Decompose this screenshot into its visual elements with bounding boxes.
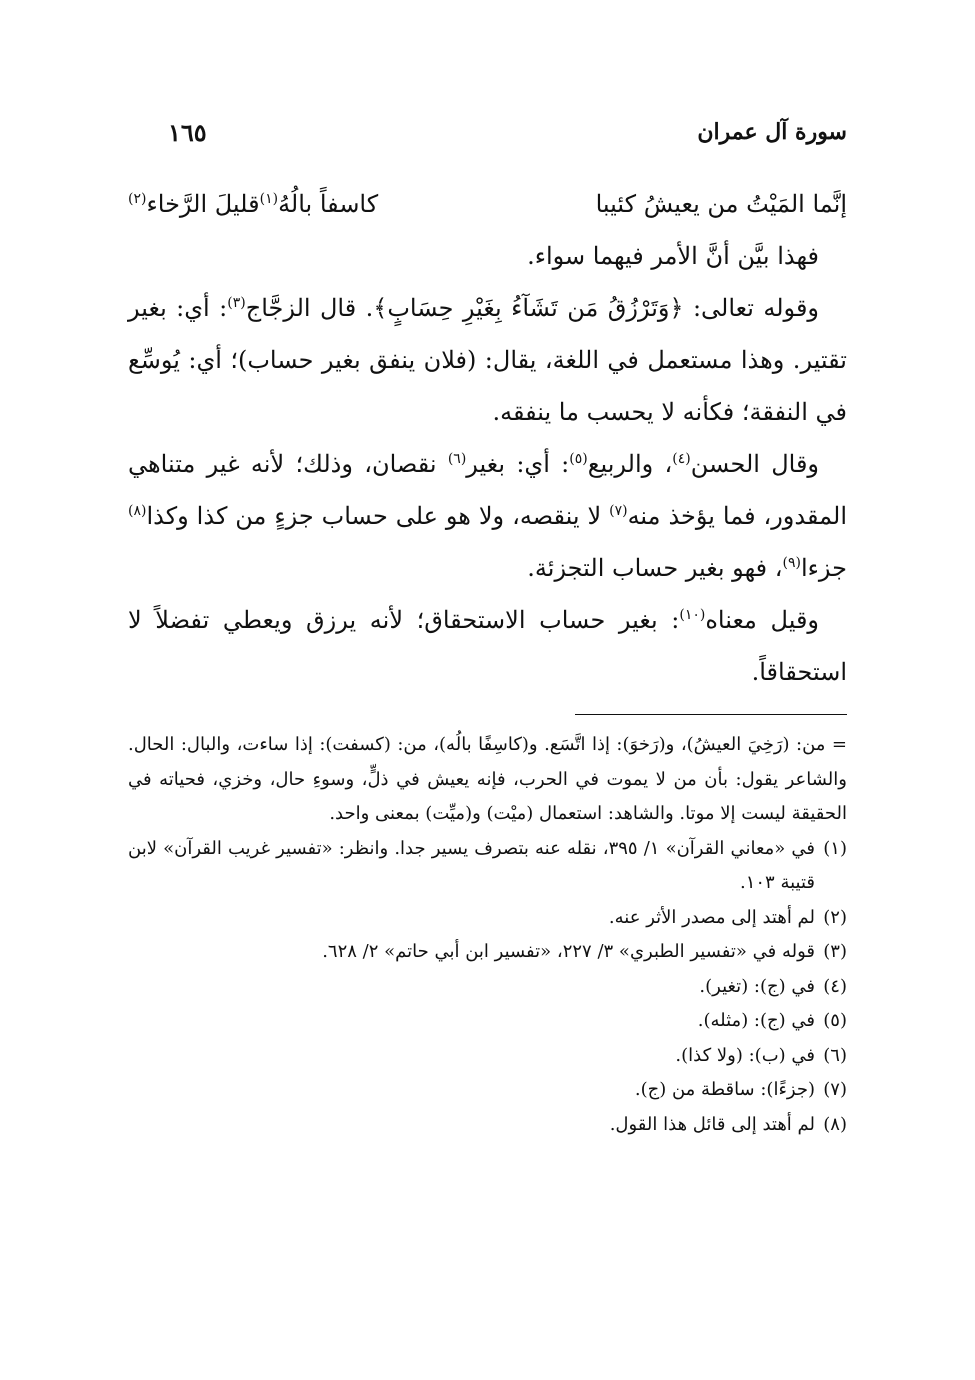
footnote-item: [128, 970, 847, 1005]
paragraph-4: [128, 594, 847, 698]
footnote-ref-10[interactable]: (١٠): [679, 607, 706, 623]
footnote-ref-5[interactable]: (٥): [569, 451, 588, 467]
paragraph-2: [128, 282, 847, 438]
paragraph-4-a: وقيل معناه: [705, 606, 820, 634]
footnote-item: [128, 1073, 847, 1108]
paragraph-3-a: وقال الحسن: [690, 450, 820, 478]
footnote-item: [128, 832, 847, 901]
footnote-item: [128, 935, 847, 970]
footnote-number: (٢): [823, 906, 847, 928]
paragraph-3-b: ، والربيع: [587, 450, 673, 478]
paragraph-3-e: لا ينقصه، ولا هو على حساب جزءٍ من كذا وكذا: [146, 502, 610, 530]
footnote-item: [128, 901, 847, 936]
footnote-ref-2[interactable]: (٢): [128, 191, 147, 207]
footnote-text: في (ج): (تغير).: [699, 975, 815, 997]
footnote-text: في «معاني القرآن» ١/ ٣٩٥، نقله عنه بتصرف يسير جدا. وانظر: «تفسير غريب القرآن» لابن قتيبة ١٠٣.: [128, 837, 815, 893]
footnote-ref-8[interactable]: (٨): [128, 503, 147, 519]
footnote-item: [128, 1039, 847, 1074]
footnote-number: (٦): [823, 1044, 847, 1066]
footnote-text: لم أهتد إلى قائل هذا القول.: [609, 1113, 815, 1135]
verse-first-hemistich: إنَّما المَيْتُ من يعيشُ كئيبا: [595, 190, 847, 218]
verse-second-hemistich: [128, 178, 378, 230]
page-header: [168, 112, 847, 152]
footnote-item: [128, 1108, 847, 1143]
footnote-continuation: = من: (رَخِيَ العيشُ)، و(رَخوَ): إذا اتَّسَع. و(كاسِفًا بالُه)، من: (كسفت): إذا ساءت، والبال: الحال. والشاعر يقول: بأن من لا يموت في الحرب، فإنه يعيش في ذلٍّ، وسوءِ حال، وخزي، فحياته في الحقيقة ليست إلا موتا. والشاهد: استعمال (ميْت) و(ميِّت) بمعنى واحد.: [128, 734, 847, 824]
main-text: [128, 178, 847, 698]
paragraph-1: فهذا بيَّن أنَّ الأمر فيهما سواء.: [527, 242, 819, 270]
surah-title: سورة آل عمران: [697, 119, 847, 145]
footnote-item: [128, 1004, 847, 1039]
paragraph-3-d: نقصان، وذلك؛ لأنه غير متناهي المقدور، فما يؤخذ منه: [128, 450, 847, 530]
page-number: ١٦٥: [168, 117, 207, 147]
paragraph-4-b: : بغير حساب الاستحقاق؛ لأنه يرزق ويعطي تفضلاً لا استحقاقاً.: [128, 606, 847, 686]
paragraph-3-c: : أي: بغير: [466, 450, 570, 478]
paragraph-2-a: وقوله تعالى: ﴿وَتَرْزُقُ مَن تَشَآءُ بِغَيْرِ حِسَابٍ﴾. قال الزجَّاج: [245, 294, 820, 322]
footnote-text: لم أهتد إلى مصدر الأثر عنه.: [608, 906, 815, 928]
paragraph-3-g: ، فهو بغير حساب التجزئة.: [527, 554, 783, 582]
footnote-ref-1[interactable]: (١): [259, 191, 279, 207]
footnote-number: (٤): [823, 975, 847, 997]
footnote-number: (٨): [823, 1113, 847, 1135]
footnote-number: (٣): [823, 941, 847, 962]
poetry-verse: [128, 178, 847, 230]
footnote-number: (٧): [823, 1079, 847, 1100]
footnote-ref-4[interactable]: (٤): [672, 451, 691, 467]
footnote-number: (٥): [823, 1010, 847, 1031]
footnote-ref-7[interactable]: (٧): [609, 503, 628, 519]
footnote-divider: [575, 714, 847, 715]
footnote-number: (١): [823, 837, 847, 859]
footnote-text: في (ج): (مثله).: [697, 1010, 815, 1031]
verse-second-b: قليلَ الرَّخاء: [146, 190, 260, 218]
footnote-text: في (ب): (ولا كذا).: [675, 1044, 815, 1066]
footnote-ref-3[interactable]: (٣): [227, 295, 246, 311]
paragraph-3-f: جزءا: [800, 554, 847, 582]
verse-second-a: كاسفاً بالُهُ: [278, 190, 379, 218]
footnote-ref-9[interactable]: (٩): [782, 555, 801, 571]
footnote-text: قوله في «تفسير الطبري» ٣/ ٢٢٧، «تفسير ابن أبي حاتم» ٢/ ٦٢٨.: [322, 941, 815, 962]
footnote-text: (جزءًا): ساقطة من (ج).: [634, 1079, 815, 1100]
footnote-ref-6[interactable]: (٦): [447, 451, 467, 467]
footnotes: [128, 728, 847, 1142]
paragraph-2-b: : أي: بغير تقتير. وهذا مستعمل في اللغة، يقال: (فلان ينفق بغير حساب)؛ أي: يُوسِّع في النفقة؛ فكأنه لا يحسب ما ينفقه.: [128, 294, 847, 426]
paragraph-3: [128, 438, 847, 594]
